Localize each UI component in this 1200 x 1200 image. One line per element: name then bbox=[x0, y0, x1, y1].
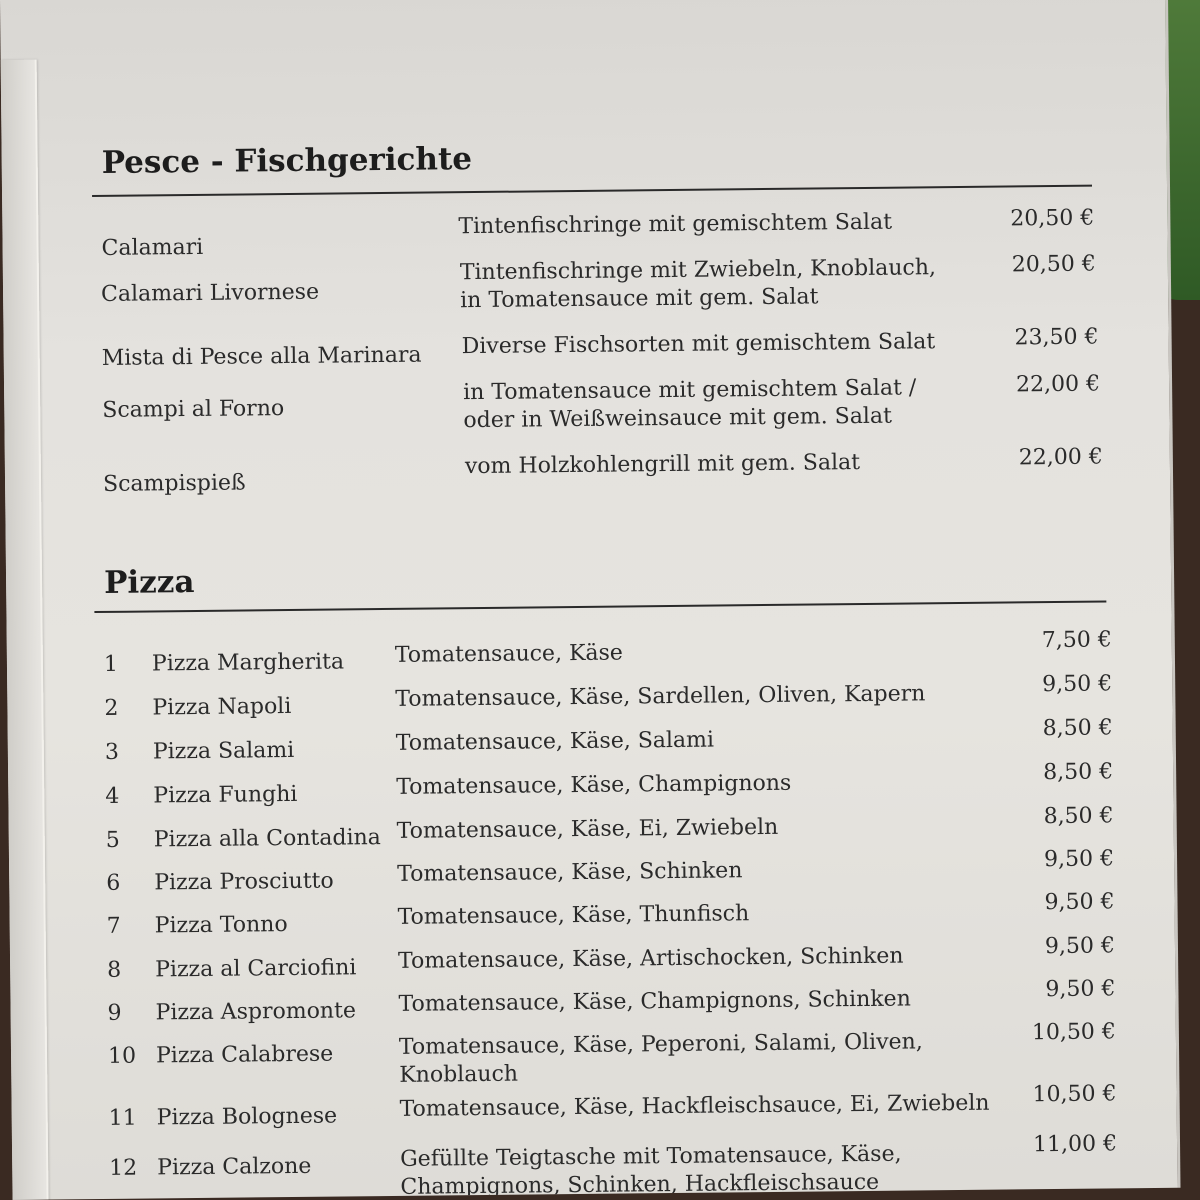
pizza-item-price: 10,50 € bbox=[1031, 1019, 1116, 1046]
pizza-item-number: 12 bbox=[109, 1155, 138, 1181]
pizza-section-rule bbox=[94, 600, 1106, 613]
fish-item-desc: Diverse Fischsorten mit gemischtem Salat bbox=[461, 329, 936, 360]
pizza-item-desc: Tomatensauce, Käse, Hackfleischsauce, Ei, Zwiebeln bbox=[399, 1090, 990, 1122]
fish-item-name: Mista di Pesce alla Marinara bbox=[101, 342, 422, 371]
pizza-item-number: 3 bbox=[104, 739, 120, 765]
pizza-item-price: 8,50 € bbox=[1043, 759, 1114, 786]
fish-item-desc: in Tomatensauce mit gemischtem Salat / oder in Weißweinsauce mit gem. Salat bbox=[463, 375, 917, 434]
fish-item-price: 23,50 € bbox=[1014, 324, 1099, 351]
pizza-item-price: 9,50 € bbox=[1042, 671, 1113, 698]
pizza-item-desc: Tomatensauce, Käse, Artischocken, Schinken bbox=[397, 943, 904, 974]
pizza-item-number: 6 bbox=[106, 870, 121, 896]
fish-item-name: Calamari Livornese bbox=[100, 279, 320, 307]
pizza-item-name: Pizza Prosciutto bbox=[154, 868, 334, 896]
pizza-item-name: Pizza Aspromonte bbox=[155, 998, 357, 1026]
pizza-item-desc: Tomatensauce, Käse bbox=[394, 640, 623, 668]
fish-section-title: Pesce - Fischgerichte bbox=[101, 141, 473, 181]
fish-item-name: Calamari bbox=[101, 234, 204, 261]
pizza-item-number: 8 bbox=[107, 957, 122, 983]
pizza-item-price: 9,50 € bbox=[1043, 846, 1115, 873]
fish-item-price: 20,50 € bbox=[1011, 251, 1096, 278]
fish-item-price: 22,00 € bbox=[1018, 444, 1103, 471]
pizza-item-desc: Tomatensauce, Käse, Sardellen, Oliven, Kapern bbox=[395, 681, 926, 712]
pizza-item-number: 4 bbox=[105, 783, 120, 809]
pizza-item-number: 2 bbox=[104, 695, 119, 721]
pizza-item-desc: Tomatensauce, Käse, Champignons, Schinken bbox=[398, 986, 911, 1017]
fish-item-price: 22,00 € bbox=[1015, 371, 1101, 398]
pizza-item-number: 5 bbox=[105, 827, 120, 853]
pizza-item-name: Pizza Calzone bbox=[157, 1153, 312, 1181]
fish-item-desc: Tintenfischringe mit Zwiebeln, Knoblauch, in Tomatensauce mit gem. Salat bbox=[459, 255, 937, 314]
pizza-item-price: 11,00 € bbox=[1032, 1131, 1118, 1158]
pizza-item-number: 7 bbox=[106, 913, 121, 939]
pizza-item-price: 9,50 € bbox=[1044, 933, 1116, 960]
pizza-item-name: Pizza Napoli bbox=[152, 693, 292, 721]
fish-item-desc: vom Holzkohlengrill mit gem. Salat bbox=[464, 450, 861, 480]
pizza-item-name: Pizza Calabrese bbox=[155, 1041, 334, 1069]
pizza-item-number: 9 bbox=[107, 1000, 122, 1026]
fish-item-desc: Tintenfischringe mit gemischtem Salat bbox=[458, 209, 893, 240]
pizza-item-price: 8,50 € bbox=[1042, 715, 1113, 742]
fish-section-rule bbox=[92, 185, 1092, 197]
fish-item-price: 20,50 € bbox=[1010, 205, 1095, 232]
pizza-item-price: 9,50 € bbox=[1045, 976, 1116, 1003]
pizza-item-name: Pizza Bolognese bbox=[156, 1103, 338, 1131]
pizza-item-name: Pizza Tonno bbox=[154, 912, 288, 939]
pizza-item-price: 9,50 € bbox=[1044, 889, 1115, 916]
pizza-item-price: 7,50 € bbox=[1041, 627, 1112, 654]
pizza-section-title: Pizza bbox=[103, 563, 195, 601]
pizza-item-number: 11 bbox=[108, 1105, 137, 1131]
pizza-item-number: 1 bbox=[103, 651, 119, 677]
pizza-item-desc: Tomatensauce, Käse, Schinken bbox=[397, 858, 743, 887]
fish-item-name: Scampi al Forno bbox=[102, 396, 285, 423]
pizza-item-desc: Tomatensauce, Käse, Ei, Zwiebeln bbox=[396, 814, 779, 844]
pizza-item-name: Pizza alla Contadina bbox=[153, 825, 381, 853]
fish-item-name: Scampispieß bbox=[102, 470, 246, 497]
pizza-item-name: Pizza Margherita bbox=[151, 649, 345, 677]
pizza-item-price: 8,50 € bbox=[1043, 803, 1114, 830]
pizza-item-price: 10,50 € bbox=[1032, 1081, 1117, 1108]
pizza-item-desc: Tomatensauce, Käse, Thunfisch bbox=[397, 901, 750, 930]
pizza-item-desc: Tomatensauce, Käse, Champignons bbox=[396, 770, 792, 800]
pizza-item-desc: Tomatensauce, Käse, Peperoni, Salami, Oliven, Knoblauch bbox=[398, 1029, 923, 1088]
pizza-item-name: Pizza Funghi bbox=[153, 781, 298, 809]
pizza-item-desc: Gefüllte Teigtasche mit Tomatensauce, Käse, Champignons, Schinken, Hackfleischsauce bbox=[400, 1141, 902, 1200]
pizza-item-name: Pizza Salami bbox=[152, 737, 295, 765]
pizza-item-desc: Tomatensauce, Käse, Salami bbox=[395, 727, 715, 756]
pizza-item-number: 10 bbox=[107, 1043, 137, 1069]
pizza-item-name: Pizza al Carciofini bbox=[155, 955, 357, 983]
menu-fold bbox=[1, 60, 49, 1200]
